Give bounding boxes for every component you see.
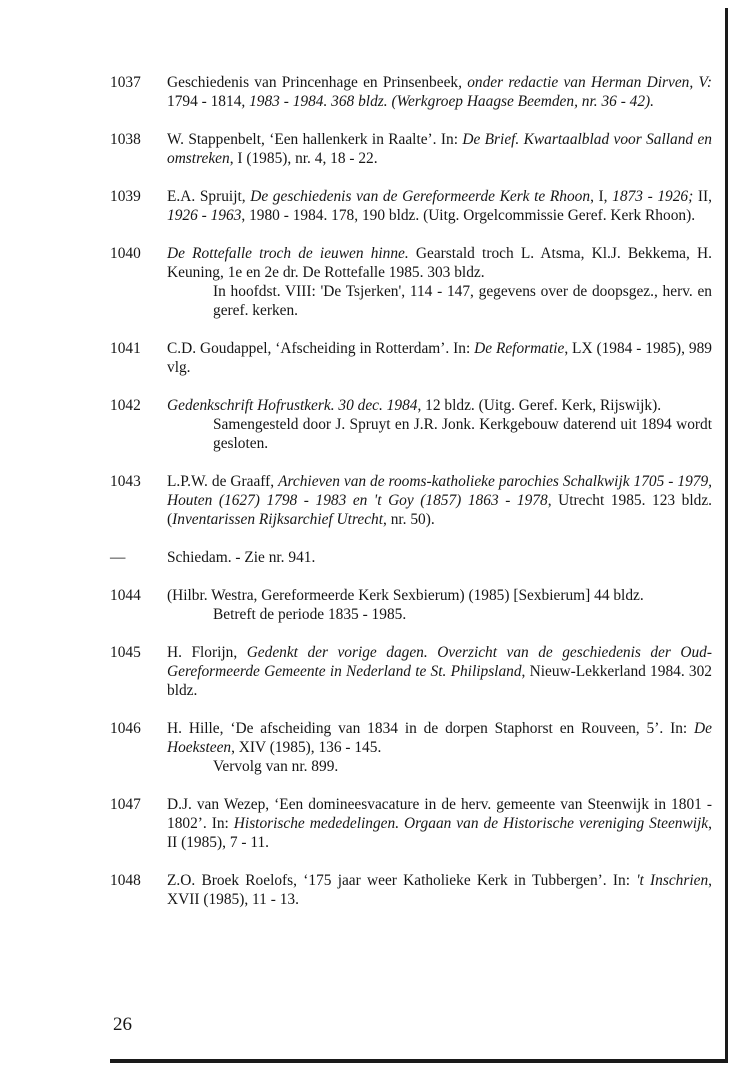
bibliography-entry [110,719,712,776]
bibliography-entry [110,339,712,377]
entry-text: H. Hille, ‘De afscheiding van 1834 in de dorpen Staphorst en Rouveen, 5’. In: De Hoeksteen, XIV (1985), 136 - 145. Vervolg van nr. 899. [167,720,712,775]
entry-number: 1037 [110,74,141,91]
bibliography-entry [110,871,712,909]
entry-text: H. Florijn, Gedenkt der vorige dagen. Overzicht van de geschiedenis der Oud-Gereformeerde Gemeente in Nederland te St. Philipsland, Nieuw-Lekkerland 1984. 302 bldz. [167,644,712,699]
entry-number: 1043 [110,473,141,490]
bibliography-entry [110,472,712,529]
entry-number: 1039 [110,188,141,205]
entry-number: 1046 [110,720,141,737]
entry-note: Samengesteld door J. Spruyt en J.R. Jonk. Kerkgebouw daterend uit 1894 wordt gesloten. [213,416,712,452]
bottom-margin-rule [110,1059,728,1063]
entry-number: 1042 [110,397,141,414]
bibliography-entry [110,795,712,852]
entry-number: 1044 [110,587,141,604]
cross-reference-entry [110,548,712,567]
entry-text: L.P.W. de Graaff, Archieven van de rooms-katholieke parochies Schalkwijk 1705 - 1979, Houten (1627) 1798 - 1983 en 't Goy (1857) 1863 - 1978, Utrecht 1985. 123 bldz. (Inventarissen Rijksarchief Utrecht, nr. 50). [167,473,713,528]
entry-dash: — [110,549,126,566]
entry-text: C.D. Goudappel, ‘Afscheiding in Rotterdam’. In: De Reformatie, LX (1984 - 1985), 989 vlg. [167,340,712,376]
entry-text: Gedenkschrift Hofrustkerk. 30 dec. 1984, 12 bldz. (Uitg. Geref. Kerk, Rijswijk). Samengesteld door J. Spruyt en J.R. Jonk. Kerkgebouw daterend uit 1894 wordt gesloten. [167,397,712,452]
entry-number: 1041 [110,340,141,357]
entry-text: De Rottefalle troch de ieuwen hinne. Gearstald troch L. Atsma, Kl.J. Bekkema, H. Keuning, 1e en 2e dr. De Rottefalle 1985. 303 bldz. In hoofdst. VIII: 'De Tsjerken', 114 - 147, gegevens over de doopsgez., herv. en geref. kerken. [167,245,712,319]
entry-number: 1048 [110,872,141,889]
entry-note: Vervolg van nr. 899. [213,758,339,775]
entry-note: In hoofdst. VIII: 'De Tsjerken', 114 - 147, gegevens over de doopsgez., herv. en geref. kerken. [213,283,712,319]
entry-text: W. Stappenbelt, ‘Een hallenkerk in Raalte’. In: De Brief. Kwartaalblad voor Salland en omstreken, I (1985), nr. 4, 18 - 22. [167,131,712,167]
entry-text: Geschiedenis van Princenhage en Prinsenbeek, onder redactie van Herman Dirven, V: 1794 - 1814, 1983 - 1984. 368 bldz. (Werkgroep Haagse Beemden, nr. 36 - 42). [167,74,712,110]
entry-text: Schiedam. - Zie nr. 941. [167,549,316,566]
entry-text: Z.O. Broek Roelofs, ‘175 jaar weer Katholieke Kerk in Tubbergen’. In: 't Inschrien, XVII (1985), 11 - 13. [167,872,712,908]
bibliography-entry [110,187,712,225]
right-margin-rule [725,8,728,1060]
bibliography-entry [110,73,712,111]
entry-text: D.J. van Wezep, ‘Een domineesvacature in de herv. gemeente van Steenwijk in 1801 - 1802’. In: Historische mededelingen. Orgaan van de Historische vereniging Steenwijk, II (1985), 7 - 11. [167,796,712,851]
entry-text: (Hilbr. Westra, Gereformeerde Kerk Sexbierum) (1985) [Sexbierum] 44 bldz. Betreft de periode 1835 - 1985. [167,586,712,624]
entry-number: 1038 [110,131,141,148]
bibliography-entry [110,396,712,453]
bibliography-entry [110,244,712,320]
bibliography-entry [110,130,712,168]
page-number: 26 [113,1014,132,1035]
entry-note: Betreft de periode 1835 - 1985. [213,606,407,623]
bibliography-entry [110,586,712,624]
entry-number: 1047 [110,796,141,813]
entry-text: E.A. Spruijt, De geschiedenis van de Gereformeerde Kerk te Rhoon, I, 1873 - 1926; II, 1926 - 1963, 1980 - 1984. 178, 190 bldz. (Uitg. Orgelcommissie Geref. Kerk Rhoon). [167,188,712,224]
entry-number: 1045 [110,644,141,661]
bibliography-entry [110,643,712,700]
entry-number: 1040 [110,245,141,262]
bibliography-list [110,73,712,928]
